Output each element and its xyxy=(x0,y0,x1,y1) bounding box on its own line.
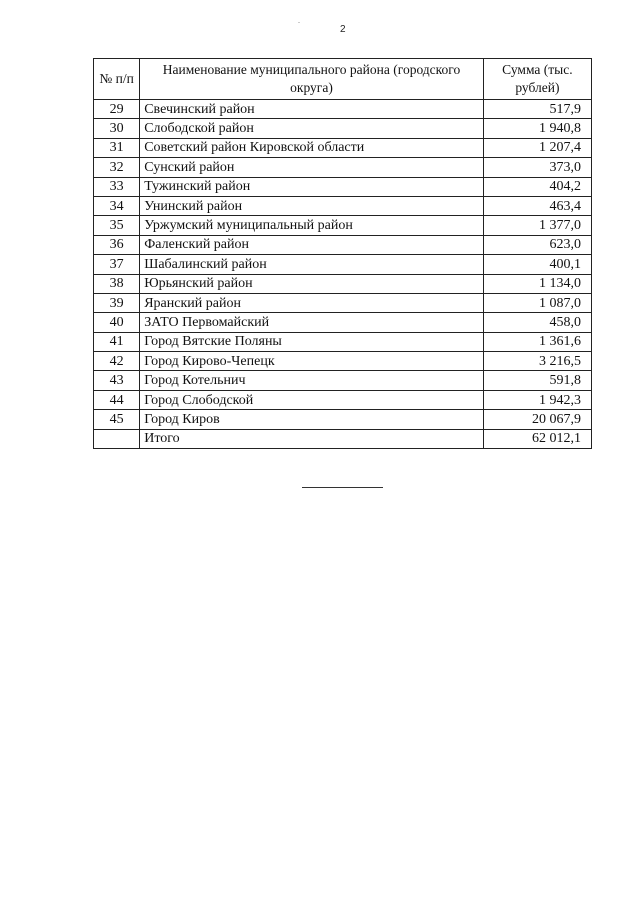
district-name-cell: Унинский район xyxy=(140,196,484,215)
district-name-cell: Город Вятские Поляны xyxy=(140,332,484,351)
amount-cell: 1 942,3 xyxy=(483,390,591,409)
table-row xyxy=(94,177,592,196)
amount-cell: 1 134,0 xyxy=(483,274,591,293)
amount-cell: 623,0 xyxy=(483,235,591,254)
district-name-cell: Итого xyxy=(140,429,484,448)
row-number-cell: 37 xyxy=(94,255,140,274)
district-name-cell: Уржумский муниципальный район xyxy=(140,216,484,235)
amount-cell: 1 087,0 xyxy=(483,293,591,312)
end-divider-line xyxy=(302,487,383,488)
table-row xyxy=(94,158,592,177)
total-row xyxy=(94,429,592,448)
table-row xyxy=(94,274,592,293)
amount-cell: 1 377,0 xyxy=(483,216,591,235)
table-row xyxy=(94,371,592,390)
table-row xyxy=(94,293,592,312)
district-name-cell: Свечинский район xyxy=(140,100,484,119)
row-number-cell: 44 xyxy=(94,390,140,409)
amount-cell: 1 361,6 xyxy=(483,332,591,351)
row-number-cell: 29 xyxy=(94,100,140,119)
row-number-cell: 40 xyxy=(94,313,140,332)
row-number-cell: 43 xyxy=(94,371,140,390)
table-row xyxy=(94,138,592,157)
row-number-cell: 35 xyxy=(94,216,140,235)
table-row xyxy=(94,390,592,409)
row-number-cell: 32 xyxy=(94,158,140,177)
table-row xyxy=(94,216,592,235)
budget-table xyxy=(93,58,592,449)
amount-cell: 1 207,4 xyxy=(483,138,591,157)
row-number-cell: 34 xyxy=(94,196,140,215)
district-name-cell: Шабалинский район xyxy=(140,255,484,274)
table-row xyxy=(94,255,592,274)
amount-cell: 1 940,8 xyxy=(483,119,591,138)
amount-cell: 62 012,1 xyxy=(483,429,591,448)
district-name-cell: Город Киров xyxy=(140,410,484,429)
amount-cell: 373,0 xyxy=(483,158,591,177)
table-header xyxy=(94,59,592,100)
row-number-cell: 36 xyxy=(94,235,140,254)
row-number-cell: 31 xyxy=(94,138,140,157)
header-row xyxy=(94,59,592,100)
district-name-cell: Фаленский район xyxy=(140,235,484,254)
amount-cell: 404,2 xyxy=(483,177,591,196)
district-name-cell: Слободской район xyxy=(140,119,484,138)
amount-cell: 20 067,9 xyxy=(483,410,591,429)
header-sum: Сумма (тыс. рублей) xyxy=(483,59,591,100)
row-number-cell: 41 xyxy=(94,332,140,351)
amount-cell: 591,8 xyxy=(483,371,591,390)
table-row xyxy=(94,352,592,371)
amount-cell: 400,1 xyxy=(483,255,591,274)
row-number-cell xyxy=(94,429,140,448)
table-row xyxy=(94,235,592,254)
district-name-cell: Юрьянский район xyxy=(140,274,484,293)
table-row xyxy=(94,100,592,119)
table-body xyxy=(94,100,592,449)
amount-cell: 517,9 xyxy=(483,100,591,119)
row-number-cell: 45 xyxy=(94,410,140,429)
amount-cell: 458,0 xyxy=(483,313,591,332)
table-row xyxy=(94,410,592,429)
table-row xyxy=(94,332,592,351)
amount-cell: 3 216,5 xyxy=(483,352,591,371)
table-row xyxy=(94,119,592,138)
row-number-cell: 33 xyxy=(94,177,140,196)
district-name-cell: Сунский район xyxy=(140,158,484,177)
district-name-cell: Город Кирово-Чепецк xyxy=(140,352,484,371)
row-number-cell: 30 xyxy=(94,119,140,138)
row-number-cell: 42 xyxy=(94,352,140,371)
table-row xyxy=(94,313,592,332)
row-number-cell: 39 xyxy=(94,293,140,312)
district-name-cell: Советский район Кировской области xyxy=(140,138,484,157)
district-name-cell: Яранский район xyxy=(140,293,484,312)
header-name: Наименование муниципального района (городского округа) xyxy=(140,59,484,100)
district-name-cell: Город Слободской xyxy=(140,390,484,409)
row-number-cell: 38 xyxy=(94,274,140,293)
district-name-cell: ЗАТО Первомайский xyxy=(140,313,484,332)
district-name-cell: Тужинский район xyxy=(140,177,484,196)
page-number: 2 xyxy=(340,24,346,35)
header-num: № п/п xyxy=(94,59,140,100)
amount-cell: 463,4 xyxy=(483,196,591,215)
district-name-cell: Город Котельнич xyxy=(140,371,484,390)
table-row xyxy=(94,196,592,215)
